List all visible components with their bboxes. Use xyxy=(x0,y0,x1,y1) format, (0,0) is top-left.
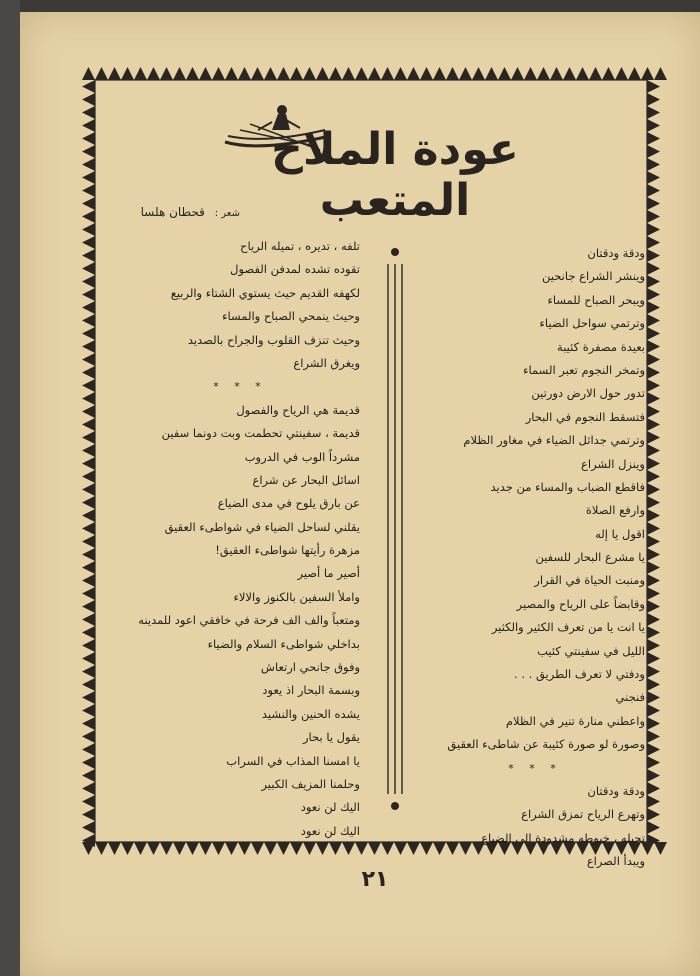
verse-line: الليل في سفينتي كئيب xyxy=(537,643,645,658)
author-name: قحطان هلسا xyxy=(140,205,205,219)
verse-line: تلفه ، تديره ، تميله الرياح xyxy=(240,239,360,253)
verse-line: وحيث تنزف القلوب والجراح بالصديد xyxy=(187,332,360,347)
author-credit xyxy=(120,205,240,219)
verse-line: يشده الحنين والنشيد xyxy=(261,706,360,721)
poem-column-right xyxy=(425,242,645,874)
verse-line: ويبحر الصباح للمساء xyxy=(547,292,645,307)
verse-line: مشرداً الوب في الدروب xyxy=(244,449,360,464)
verse-line: * * * xyxy=(508,761,562,775)
verse-line: فتسقط النجوم في البحار xyxy=(525,409,645,424)
verse-line: ويغرق الشراع xyxy=(293,355,360,370)
poem-column-left xyxy=(120,235,360,843)
verse-line: وبسمة البحار اذ يعود xyxy=(262,683,360,698)
magazine-page xyxy=(20,12,700,976)
verse-line: وترتمي سواحل الضياء xyxy=(539,316,645,331)
verse-line: وصورة لو صورة كئيبة عن شاطىء العقيق xyxy=(447,737,645,752)
verse-line: اليك لن نعود xyxy=(300,823,360,838)
verse-line: يا انت يا من تعرف الكثير والكثير xyxy=(491,620,645,635)
verse-line: وينزل الشراع xyxy=(581,456,645,471)
verse-line: مزهرة رأيتها شواطىء العقيق! xyxy=(215,543,360,558)
verse-line: واملأ السفين بالكنوز والالاء xyxy=(233,589,360,604)
verse-line: اقول يا إله xyxy=(595,526,645,541)
verse-line: يقلني لساحل الضياء في شواطىء العقيق xyxy=(164,519,360,534)
verse-line: تقوده تشده لمدفن الفصول xyxy=(230,262,360,277)
verse-line: بعيدة مصفرة كئيبة xyxy=(557,339,645,354)
verse-line: ودقة ودقتان xyxy=(587,783,645,798)
verse-line: * * * xyxy=(213,380,267,394)
verse-line: فاقطع الضباب والمساء من جديد xyxy=(490,479,645,494)
verse-line: عن بارق يلوح في مدى الضياع xyxy=(217,496,360,511)
verse-line: اليك لن نعود xyxy=(300,800,360,815)
verse-line: ودفتي لا تعرف الطريق . . . xyxy=(514,667,645,682)
verse-line: وحلمنا المزيف الكبير xyxy=(261,776,360,791)
verse-line: وتهرع الرياح تمزق الشراع xyxy=(521,807,645,822)
verse-line: بداخلي شواطىء السلام والضياء xyxy=(207,636,360,651)
verse-line: لكهفه القديم حيث يستوي الشتاء والربيع xyxy=(170,285,360,300)
verse-line: أصير ما أصير xyxy=(297,566,360,581)
verse-line: قديمة ، سفينتي تحطمت وبت دونما سفين xyxy=(161,426,360,441)
verse-line: ومنبت الحياة في القرار xyxy=(534,573,645,588)
verse-line: وقابضاً على الرياح والمصير xyxy=(516,596,645,611)
author-label: شعر : xyxy=(214,208,240,219)
column-divider xyxy=(380,244,410,814)
verse-line: يقول يا بحار xyxy=(302,730,360,745)
page-number: ٢١ xyxy=(361,867,389,892)
verse-line: وارفع الصلاة xyxy=(585,503,645,518)
verse-line: فنجني xyxy=(615,690,645,705)
verse-line: ومتعباً والف الف فرحة في خافقي اعود للمدينه xyxy=(138,613,360,628)
verse-line: وحيث ينمحي الصباح والمساء xyxy=(222,309,360,324)
verse-line: تحيله ، خيوطه مشدودة الى الضياع xyxy=(481,830,645,845)
verse-line: وفوق جانحي ارتعاش xyxy=(260,660,360,675)
verse-line: واعطني منارة تنير في الظلام xyxy=(505,713,645,728)
scan-binding-edge xyxy=(0,0,20,976)
verse-line: وترتمي جداثل الضياء في مغاور الظلام xyxy=(463,433,645,448)
verse-line: قديمة هي الرياح والفصول xyxy=(236,402,360,417)
verse-line: اسائل البحار عن شراع xyxy=(252,472,360,487)
verse-line: وتمخر النجوم تعبر السماء xyxy=(523,362,645,377)
verse-line: يا مشرع البحار للسفين xyxy=(535,550,645,565)
verse-line: تدور حول الارض دورتين xyxy=(531,386,645,401)
verse-line: ويبدأ الصراع xyxy=(586,854,645,869)
verse-line: ودقة ودقتان xyxy=(587,246,645,260)
poem-title: عودة الملاح المتعب xyxy=(271,124,519,226)
verse-line: وينشر الشراع جانحين xyxy=(542,269,645,284)
verse-line: يا امسنا المذاب في السراب xyxy=(226,753,360,768)
